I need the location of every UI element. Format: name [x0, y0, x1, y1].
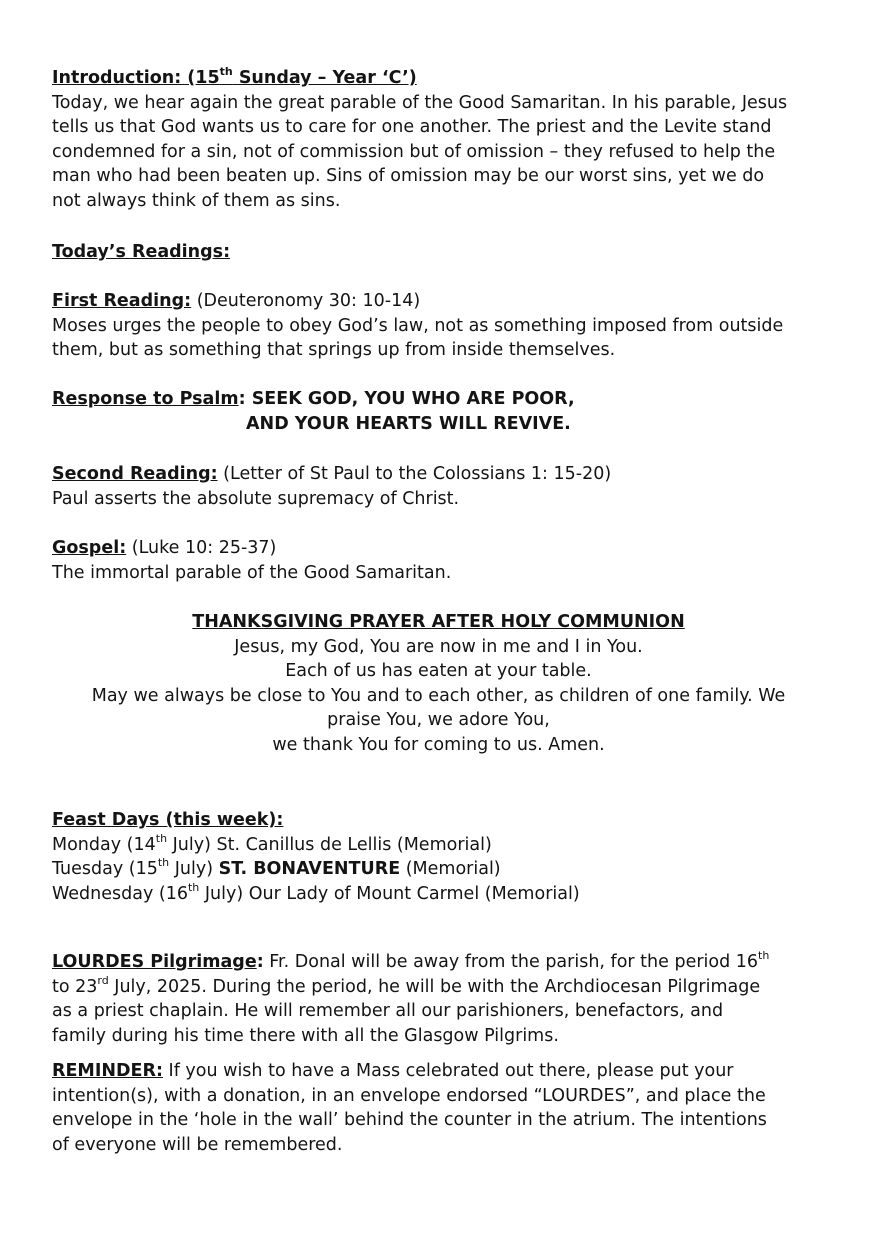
psalm-section	[52, 387, 827, 436]
reminder-line: REMINDER: If you wish to have a Mass celebrated out there, please put your	[52, 1061, 734, 1081]
feast-day-item: Tuesday (15th July) ST. BONAVENTURE (Memorial)	[52, 856, 501, 880]
intro-line: Today, we hear again the great parable of the Good Samaritan. In his parable, Jesus	[52, 92, 788, 113]
lourdes-line: LOURDES Pilgrimage: Fr. Donal will be away from the parish, for the period 16th	[52, 949, 770, 972]
psalm-response-line-1: Response to Psalm: SEEK GOD, YOU WHO ARE POOR,	[52, 389, 575, 409]
reminder-line: intention(s), with a donation, in an envelope endorsed “LOURDES”, and place the	[52, 1085, 766, 1106]
gospel-title: Gospel: (Luke 10: 25-37)	[52, 538, 277, 558]
lourdes-line: family during his time there with all the Glasgow Pilgrims.	[52, 1025, 559, 1046]
feast-days-section	[52, 808, 827, 906]
lourdes-section	[52, 950, 827, 1048]
lourdes-line: to 23rd July, 2025. During the period, he will be with the Archdiocesan Pilgrimage	[52, 973, 761, 997]
first-reading-line: Moses urges the people to obey God’s law, not as something imposed from outside	[52, 315, 784, 336]
prayer-line: praise You, we adore You,	[327, 710, 550, 731]
first-reading-title: First Reading: (Deuteronomy 30: 10-14)	[52, 291, 421, 311]
introduction-heading: Introduction: (15th Sunday – Year ‘C’)	[52, 65, 417, 88]
psalm-response-line-2: AND YOUR HEARTS WILL REVIVE.	[246, 413, 571, 434]
readings-heading: Today’s Readings:	[52, 242, 231, 262]
feast-day-item: Wednesday (16th July) Our Lady of Mount Carmel (Memorial)	[52, 880, 580, 904]
gospel-section	[52, 536, 827, 585]
prayer-title: THANKSGIVING PRAYER AFTER HOLY COMMUNION	[192, 612, 685, 632]
first-reading-line: them, but as something that springs up from inside themselves.	[52, 340, 616, 361]
reminder-line: of everyone will be remembered.	[52, 1134, 343, 1155]
prayer-line: Each of us has eaten at your table.	[285, 661, 592, 682]
gospel-text: The immortal parable of the Good Samaritan.	[52, 562, 452, 583]
prayer-line: May we always be close to You and to each other, as children of one family. We	[91, 685, 786, 706]
second-reading-section	[52, 462, 827, 511]
second-reading-title: Second Reading: (Letter of St Paul to the Colossians 1: 15-20)	[52, 464, 612, 484]
introduction-section	[52, 66, 827, 214]
lourdes-line: as a priest chaplain. He will remember all our parishioners, benefactors, and	[52, 1001, 724, 1022]
intro-line: man who had been beaten up. Sins of omission may be our worst sins, yet we do	[52, 166, 765, 187]
readings-heading-block	[52, 240, 827, 265]
intro-line: condemned for a sin, not of commission but of omission – they refused to help the	[52, 141, 776, 162]
feast-day-item: Monday (14th July) St. Canillus de Lellis (Memorial)	[52, 831, 492, 855]
thanksgiving-prayer	[40, 610, 837, 758]
intro-line: not always think of them as sins.	[52, 190, 341, 211]
reminder-line: envelope in the ‘hole in the wall’ behind the counter in the atrium. The intentions	[52, 1110, 767, 1131]
reminder-section	[52, 1059, 827, 1157]
first-reading-section	[52, 289, 827, 363]
intro-line: tells us that God wants us to care for one another. The priest and the Levite stand	[52, 117, 772, 138]
second-reading-text: Paul asserts the absolute supremacy of Christ.	[52, 488, 460, 509]
prayer-line: Jesus, my God, You are now in me and I in You.	[234, 636, 643, 657]
feast-days-heading: Feast Days (this week):	[52, 810, 284, 830]
prayer-line: we thank You for coming to us. Amen.	[272, 734, 605, 755]
